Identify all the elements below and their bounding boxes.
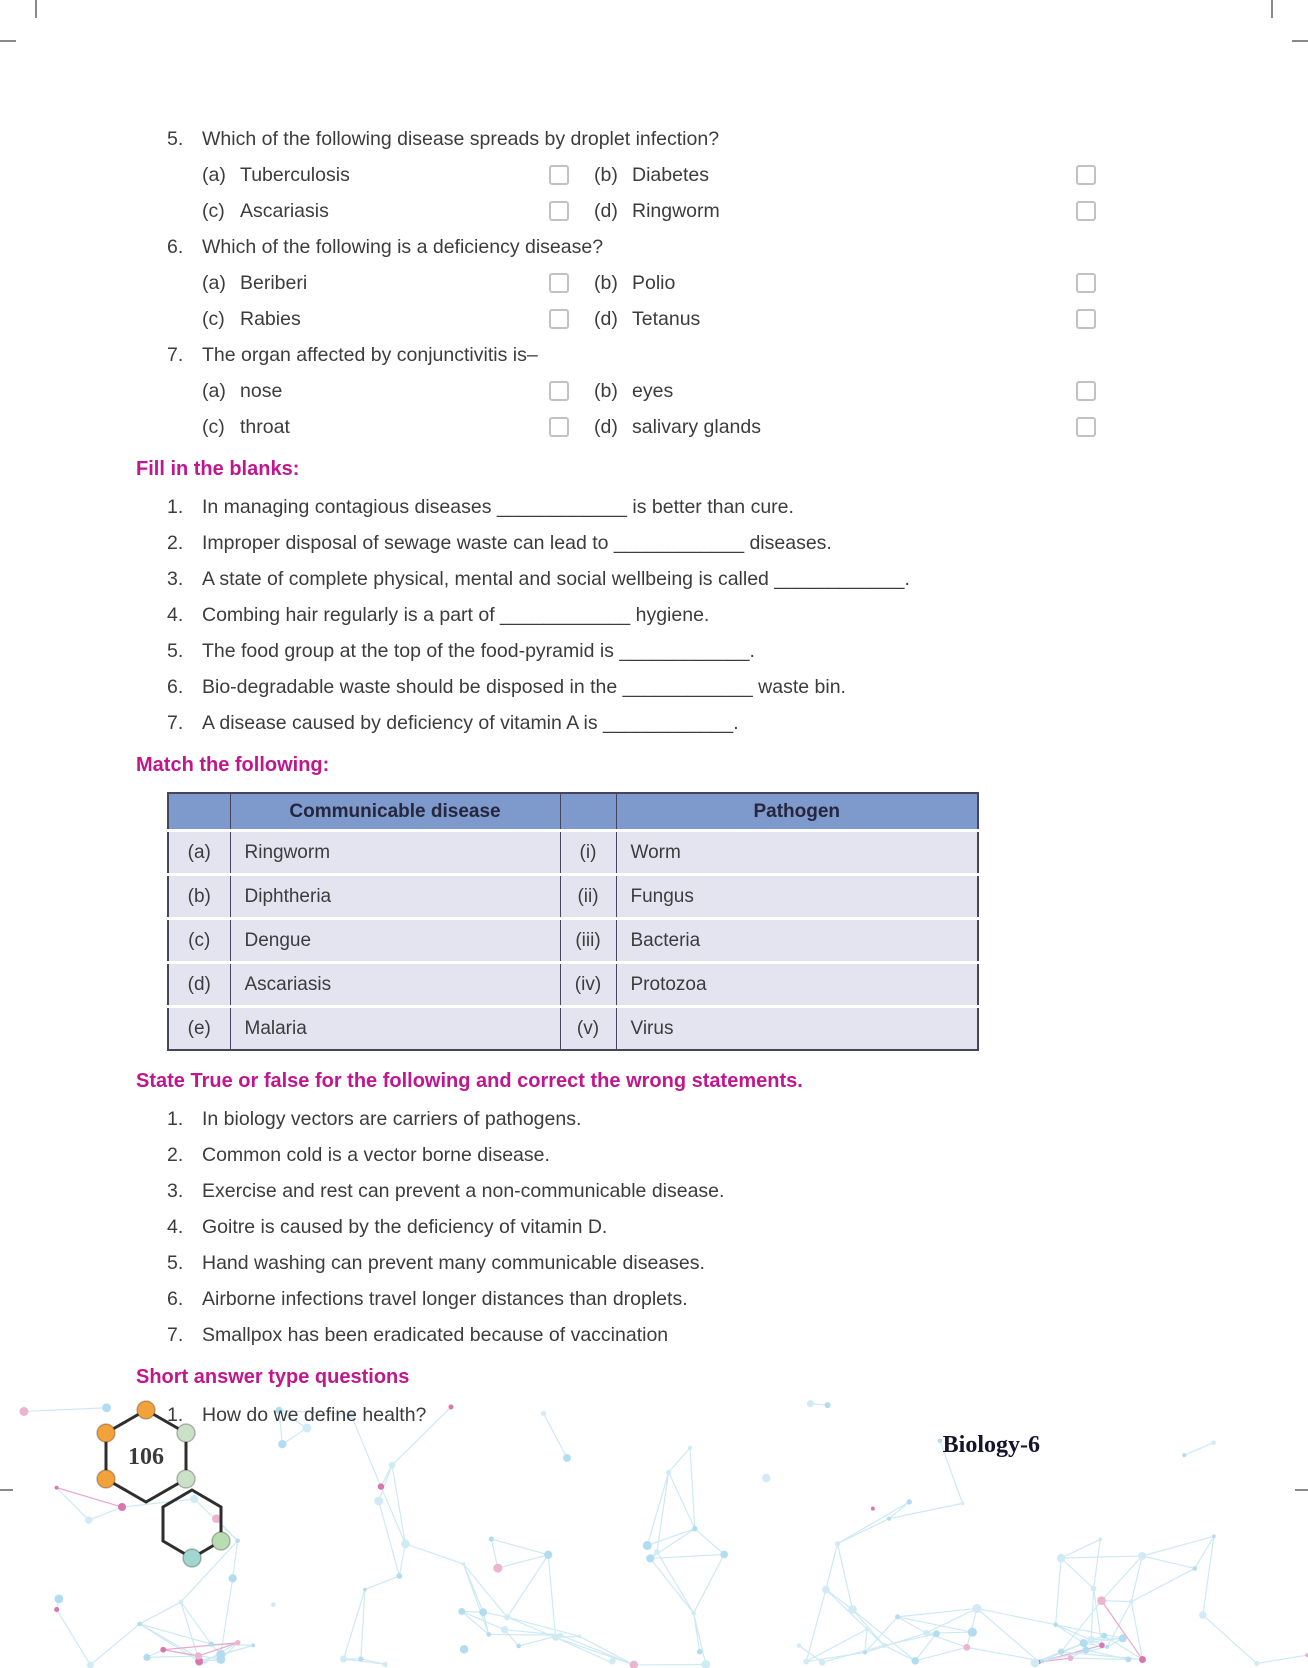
options-grid [202, 164, 1104, 223]
item-text: The food group at the top of the food-pyramid is ____________. [202, 640, 755, 662]
item-text: Bio-degradable waste should be disposed in the ____________ waste bin. [202, 676, 846, 698]
list-item [136, 496, 1104, 519]
row-label: (d) [168, 963, 230, 1007]
option-label: (b) [594, 380, 618, 402]
crop-mark [35, 0, 37, 18]
crop-mark [0, 40, 16, 42]
option [594, 380, 1076, 403]
list-item [136, 604, 1104, 627]
option-text: Tuberculosis [240, 164, 350, 186]
item-text: In biology vectors are carriers of pathogens. [202, 1108, 582, 1130]
page-content [136, 128, 1104, 1440]
option-text: Ascariasis [240, 200, 329, 222]
option-text: Rabies [240, 308, 301, 330]
item-number: 4. [167, 1216, 184, 1238]
pathogen-cell: Bacteria [616, 919, 978, 963]
item-number: 1. [167, 1404, 184, 1426]
list-item [136, 1216, 1104, 1239]
answer-checkbox[interactable] [549, 201, 569, 221]
item-number: 6. [167, 1288, 184, 1310]
list-item [136, 1324, 1104, 1347]
item-text: How do we define health? [202, 1404, 427, 1426]
disease-cell: Dengue [230, 919, 560, 963]
list-item [136, 1108, 1104, 1131]
true-false-heading: State True or false for the following and correct the wrong statements. [136, 1070, 803, 1092]
list-item [136, 1180, 1104, 1203]
option-label: (a) [202, 380, 226, 402]
crop-mark [1292, 40, 1308, 42]
option [202, 200, 549, 223]
row-label: (b) [168, 875, 230, 919]
item-text: Hand washing can prevent many communicable diseases. [202, 1252, 705, 1274]
row-label: (c) [168, 919, 230, 963]
crop-mark [1271, 0, 1273, 18]
answer-checkbox[interactable] [549, 309, 569, 329]
option [202, 164, 549, 187]
table-row [168, 875, 978, 919]
options-grid [202, 380, 1104, 439]
match-heading: Match the following: [136, 754, 330, 776]
table-row [168, 1007, 978, 1051]
match-table [167, 792, 979, 1051]
list-item [136, 568, 1104, 591]
disease-cell: Diphtheria [230, 875, 560, 919]
true-false-list [136, 1108, 1104, 1347]
answer-checkbox[interactable] [549, 417, 569, 437]
answer-checkbox[interactable] [1076, 201, 1096, 221]
option [594, 416, 1076, 439]
hexagon-molecule-icon [84, 1394, 244, 1579]
answer-checkbox[interactable] [549, 273, 569, 293]
list-item [136, 712, 1104, 735]
item-text: Airborne infections travel longer distances than droplets. [202, 1288, 688, 1310]
answer-checkbox[interactable] [1076, 165, 1096, 185]
column-header-pathogen: Pathogen [616, 793, 978, 831]
item-number: 3. [167, 1180, 184, 1202]
option [594, 272, 1076, 295]
item-number: 7. [167, 712, 184, 734]
option-text: salivary glands [632, 416, 761, 438]
list-item [136, 532, 1104, 555]
option [594, 164, 1076, 187]
option-text: Tetanus [632, 308, 701, 330]
list-item [136, 640, 1104, 663]
header-cell-empty [560, 793, 616, 831]
option-text: Beriberi [240, 272, 308, 294]
item-number: 4. [167, 604, 184, 626]
disease-cell: Ascariasis [230, 963, 560, 1007]
item-number: 5. [167, 1252, 184, 1274]
option-label: (b) [594, 164, 618, 186]
page-number: 106 [128, 1444, 164, 1470]
answer-checkbox[interactable] [1076, 417, 1096, 437]
row-label: (a) [168, 831, 230, 875]
answer-checkbox[interactable] [549, 165, 569, 185]
question-text: Which of the following is a deficiency disease? [202, 236, 604, 258]
question-number: 5. [167, 128, 184, 150]
option-label: (c) [202, 200, 225, 222]
option-text: Diabetes [632, 164, 709, 186]
list-item [136, 1288, 1104, 1311]
option-label: (a) [202, 164, 226, 186]
fill-blanks-heading: Fill in the blanks: [136, 458, 300, 480]
list-item [136, 1252, 1104, 1275]
list-item [136, 1404, 1104, 1427]
question-text: Which of the following disease spreads by droplet infection? [202, 128, 720, 150]
question-text: The organ affected by conjunctivitis is– [202, 344, 538, 366]
option-label: (c) [202, 308, 225, 330]
item-text: Improper disposal of sewage waste can lead to ____________ diseases. [202, 532, 832, 554]
item-text: A disease caused by deficiency of vitamin A is ____________. [202, 712, 739, 734]
mcq-question [136, 344, 1104, 439]
answer-checkbox[interactable] [1076, 309, 1096, 329]
item-number: 1. [167, 496, 184, 518]
pathogen-cell: Protozoa [616, 963, 978, 1007]
option-label: (d) [594, 416, 618, 438]
item-number: 6. [167, 676, 184, 698]
fill-blanks-list [136, 496, 1104, 735]
option [202, 272, 549, 295]
short-answer-heading: Short answer type questions [136, 1366, 410, 1388]
row-label: (e) [168, 1007, 230, 1051]
item-text: Combing hair regularly is a part of ____________ hygiene. [202, 604, 710, 626]
disease-cell: Malaria [230, 1007, 560, 1051]
table-row [168, 919, 978, 963]
item-number: 5. [167, 640, 184, 662]
option-label: (d) [594, 308, 618, 330]
item-text: Common cold is a vector borne disease. [202, 1144, 550, 1166]
answer-checkbox[interactable] [1076, 273, 1096, 293]
option-text: Polio [632, 272, 676, 294]
table-row [168, 963, 978, 1007]
page-number-logo [84, 1394, 244, 1584]
row-roman: (ii) [560, 875, 616, 919]
options-grid [202, 272, 1104, 331]
answer-checkbox[interactable] [549, 381, 569, 401]
question-number: 7. [167, 344, 184, 366]
table-header-row [168, 793, 978, 831]
pathogen-cell: Worm [616, 831, 978, 875]
option [594, 200, 1076, 223]
item-number: 2. [167, 1144, 184, 1166]
row-roman: (i) [560, 831, 616, 875]
list-item [136, 676, 1104, 699]
header-cell-empty [168, 793, 230, 831]
item-text: A state of complete physical, mental and social wellbeing is called ____________. [202, 568, 910, 590]
column-header-disease: Communicable disease [230, 793, 560, 831]
mcq-question [136, 128, 1104, 223]
row-roman: (iv) [560, 963, 616, 1007]
answer-checkbox[interactable] [1076, 381, 1096, 401]
item-number: 2. [167, 532, 184, 554]
option [202, 416, 549, 439]
option-label: (d) [594, 200, 618, 222]
pathogen-cell: Virus [616, 1007, 978, 1051]
item-number: 1. [167, 1108, 184, 1130]
option [202, 380, 549, 403]
table-row [168, 831, 978, 875]
item-text: Exercise and rest can prevent a non-communicable disease. [202, 1180, 725, 1202]
option-text: nose [240, 380, 283, 402]
item-number: 3. [167, 568, 184, 590]
item-text: Smallpox has been eradicated because of vaccination [202, 1324, 669, 1346]
option-text: eyes [632, 380, 674, 402]
disease-cell: Ringworm [230, 831, 560, 875]
book-title: Biology-6 [942, 1432, 1040, 1458]
option-label: (c) [202, 416, 225, 438]
option-text: Ringworm [632, 200, 720, 222]
item-text: In managing contagious diseases ____________ is better than cure. [202, 496, 794, 518]
list-item [136, 1144, 1104, 1167]
mcq-question [136, 236, 1104, 331]
option [202, 308, 549, 331]
row-roman: (v) [560, 1007, 616, 1051]
item-number: 7. [167, 1324, 184, 1346]
pathogen-cell: Fungus [616, 875, 978, 919]
question-number: 6. [167, 236, 184, 258]
option-text: throat [240, 416, 290, 438]
option-label: (a) [202, 272, 226, 294]
option-label: (b) [594, 272, 618, 294]
item-text: Goitre is caused by the deficiency of vitamin D. [202, 1216, 608, 1238]
short-answer-list [136, 1404, 1104, 1427]
option [594, 308, 1076, 331]
row-roman: (iii) [560, 919, 616, 963]
